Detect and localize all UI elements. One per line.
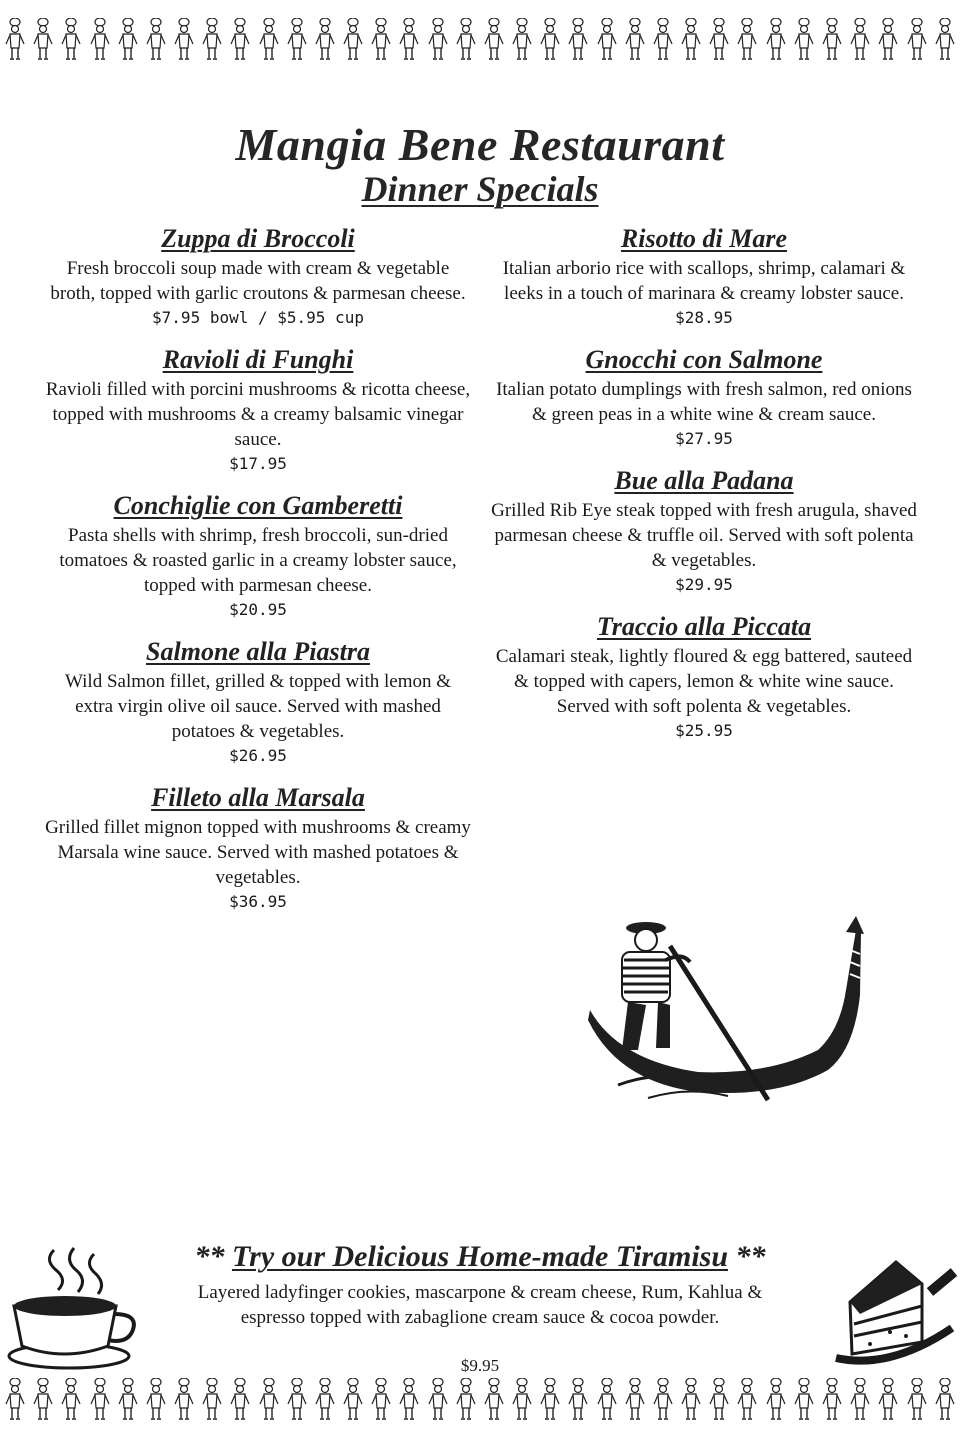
item-price: $7.95 bowl / $5.95 cup [152,308,364,327]
chef-icon [708,18,730,68]
restaurant-name: Mangia Bene Restaurant [235,119,725,170]
chef-icon [793,18,815,68]
menu-item [38,222,478,329]
item-price: $25.95 [675,721,733,740]
chef-icon [32,18,54,68]
chef-icon [173,1378,195,1428]
menu-item [38,781,478,913]
chef-icon [398,18,420,68]
chef-icon [539,18,561,68]
chef-icon [652,18,674,68]
item-description: Grilled fillet mignon topped with mushrooms & creamy Marsala wine sauce. Served with mashed potatoes & vegetables. [45,817,471,888]
dessert-title [0,1240,960,1274]
chef-icon [596,18,618,68]
item-price: $27.95 [675,429,733,448]
menu-title-text: Dinner Specials [361,169,599,209]
chef-icon [342,1378,364,1428]
chef-icon [455,1378,477,1428]
item-description: Calamari steak, lightly floured & egg battered, sauteed & topped with capers, lemon & white wine sauce. Served with soft polenta & vegetables. [495,646,913,717]
chef-icon [906,18,928,68]
chef-icon [849,18,871,68]
chef-icon [4,1378,26,1428]
chef-icon [539,1378,561,1428]
item-name: Conchiglie con Gamberetti [113,491,403,520]
menu-item [38,343,478,475]
chef-icon [117,1378,139,1428]
item-description: Pasta shells with shrimp, fresh broccoli, sun-dried tomatoes & roasted garlic in a creamy lobster sauce, topped with parmesan cheese. [59,525,457,596]
menu-item [38,489,478,621]
chef-icon [765,18,787,68]
chef-icon [370,1378,392,1428]
item-description: Fresh broccoli soup made with cream & vegetable broth, topped with garlic croutons & parmesan cheese. [50,258,466,304]
item-name: Gnocchi con Salmone [585,345,823,374]
menu-item [484,610,924,742]
chef-icon [4,18,26,68]
chef-icon [821,18,843,68]
left-menu-column [38,222,478,927]
chef-icon [60,18,82,68]
menu-item [484,464,924,596]
item-price: $28.95 [675,308,733,327]
right-menu-column [484,222,924,756]
menu-title [0,168,960,210]
item-description: Wild Salmon fillet, grilled & topped with lemon & extra virgin olive oil sauce. Served with mashed potatoes & vegetables. [64,671,452,742]
gondola-icon [578,910,878,1120]
item-name: Traccio alla Piccata [596,612,812,641]
item-price: $20.95 [229,600,287,619]
chef-icon [314,1378,336,1428]
chef-icon [624,18,646,68]
item-name: Zuppa di Broccoli [161,224,355,253]
chef-icon [567,18,589,68]
item-description: Italian potato dumplings with fresh salmon, red onions & green peas in a white wine & cream sauce. [496,379,912,425]
chef-icon [765,1378,787,1428]
item-price: $36.95 [229,892,287,911]
chef-icon [201,18,223,68]
chef-icon [89,1378,111,1428]
item-name: Bue alla Padana [614,466,794,495]
chef-icon [32,1378,54,1428]
item-name: Salmone alla Piastra [146,637,370,666]
chef-icon [934,1378,956,1428]
chef-icon [427,1378,449,1428]
chef-icon [483,18,505,68]
chef-icon [793,1378,815,1428]
dessert-title-prefix: ** [194,1240,232,1273]
chef-icon [258,1378,280,1428]
chef-icon [427,18,449,68]
item-description: Grilled Rib Eye steak topped with fresh arugula, shaved parmesan cheese & truffle oil. Served with soft polenta & vegetables. [491,500,917,571]
chef-icon [398,1378,420,1428]
chef-icon [680,18,702,68]
chef-icon [736,18,758,68]
item-description: Ravioli filled with porcini mushrooms & ricotta cheese, topped with mushrooms & a creamy balsamic vinegar sauce. [45,379,471,450]
chef-icon [89,18,111,68]
chef-icon [229,1378,251,1428]
chef-icon [342,18,364,68]
chef-icon [145,18,167,68]
chef-icon [511,1378,533,1428]
item-name: Risotto di Mare [620,224,788,253]
top-chef-border [0,18,960,68]
chef-icon [511,18,533,68]
dessert-title-suffix: ** [728,1240,766,1273]
chef-icon [60,1378,82,1428]
chef-icon [455,18,477,68]
chef-icon [370,18,392,68]
chef-icon [201,1378,223,1428]
menu-item [38,635,478,767]
chef-icon [708,1378,730,1428]
chef-icon [596,1378,618,1428]
chef-icon [736,1378,758,1428]
chef-icon [934,18,956,68]
chef-icon [680,1378,702,1428]
chef-icon [821,1378,843,1428]
chef-icon [229,18,251,68]
bottom-chef-border [0,1378,960,1428]
chef-icon [877,18,899,68]
chef-icon [286,18,308,68]
chef-icon [567,1378,589,1428]
dessert-description: Layered ladyfinger cookies, mascarpone & cream cheese, Rum, Kahlua & espresso topped with zabaglione cream sauce & cocoa powder. [197,1282,763,1328]
menu-item [484,343,924,450]
chef-icon [652,1378,674,1428]
dessert-title-text: Try our Delicious Home-made Tiramisu [231,1240,729,1273]
chef-icon [286,1378,308,1428]
item-price: $29.95 [675,575,733,594]
menu-item [484,222,924,329]
item-price: $17.95 [229,454,287,473]
chef-icon [173,18,195,68]
chef-icon [849,1378,871,1428]
chef-icon [258,18,280,68]
item-description: Italian arborio rice with scallops, shrimp, calamari & leeks in a touch of marinara & creamy lobster sauce. [502,258,906,304]
dessert-price: $9.95 [460,1356,500,1375]
item-price: $26.95 [229,746,287,765]
item-name: Filleto alla Marsala [151,783,365,812]
chef-icon [906,1378,928,1428]
chef-icon [877,1378,899,1428]
chef-icon [145,1378,167,1428]
chef-icon [314,18,336,68]
chef-icon [483,1378,505,1428]
chef-icon [117,18,139,68]
chef-icon [624,1378,646,1428]
item-name: Ravioli di Funghi [162,345,354,374]
